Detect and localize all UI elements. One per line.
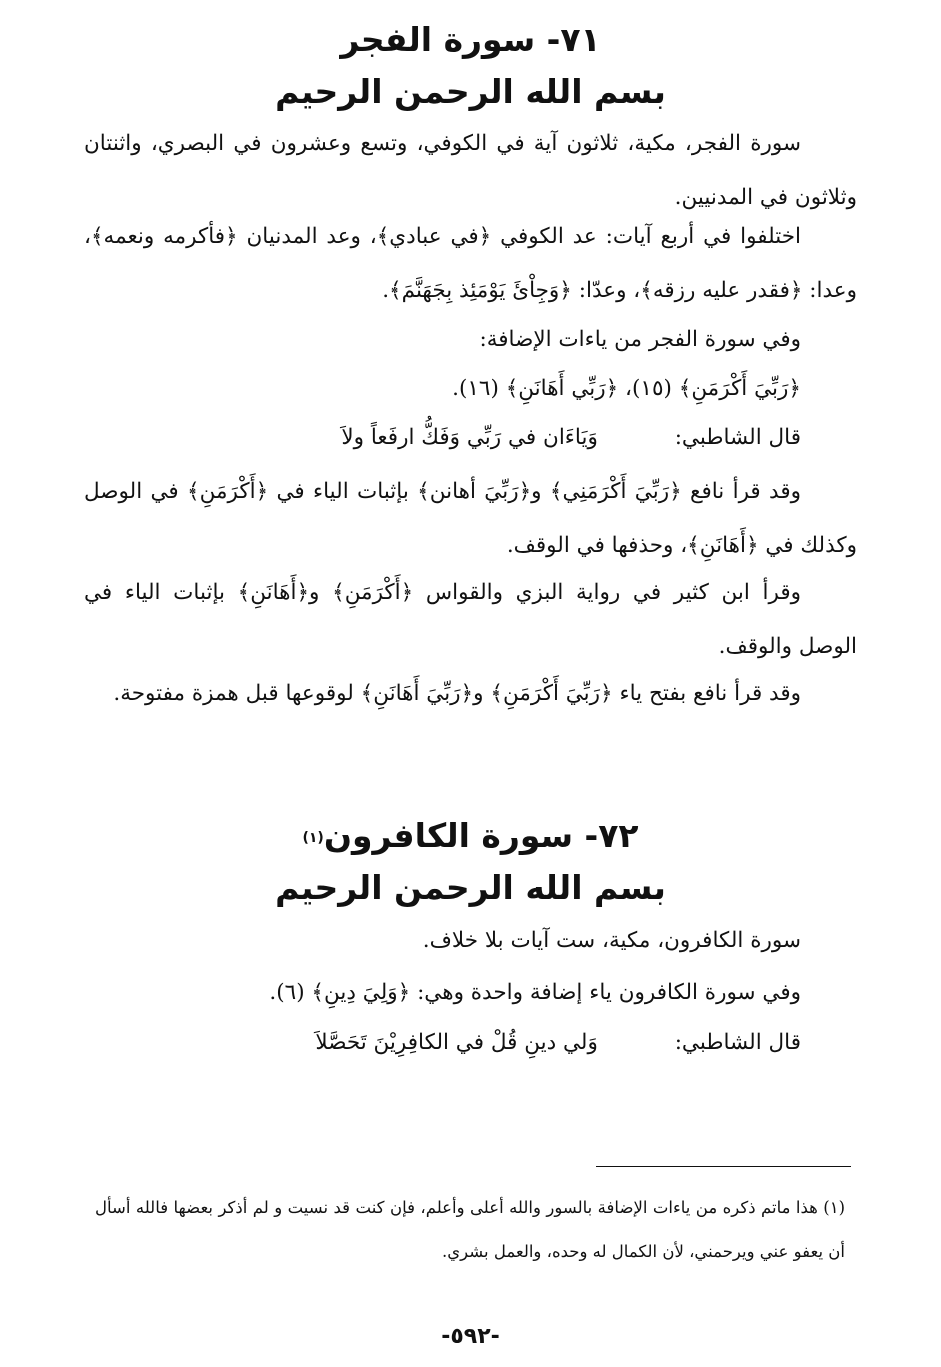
- surah-71-intro: سورة الفجر، مكية، ثلاثون آية في الكوفي، وتسع وعشرون في البصري، واثنتان وثلاثون في المدنيين.: [84, 131, 857, 210]
- footnote: (١) هذا ماتم ذكره من ياءات الإضافة بالسور والله أعلى وأعلم، فإن كنت قد نسيت و لم أذكر بعضها فالله أسأل أن يعفو عني ويرحمني، لأن الكمال له وحده، والعمل بشري.: [95, 1198, 845, 1261]
- shatibi-verse: وَلي دينِ قُلْ في الكافِرِيْنَ تَحَصَّلاَ: [315, 1030, 598, 1055]
- surah-71-ibn-kathir-reading: وقرأ ابن كثير في رواية البزي والقواس ﴿أَكْرَمَنِ﴾ و﴿أَهَانَنِ﴾ بإثبات الياء في الوصل والوقف.: [84, 580, 857, 659]
- surah-72-intro: سورة الكافرون، مكية، ست آيات بلا خلاف.: [422, 928, 801, 953]
- surah-72-shatibi-line: [121, 1016, 801, 1070]
- surah-71-verse-count-differences: اختلفوا في أربع آيات: عد الكوفي ﴿في عبادي﴾، وعد المدنيان ﴿فأكرمه ونعمه﴾، وعدا: ﴿فقدر عليه رزقه﴾، وعدّا: ﴿وَجِاْئَ يَوْمَئِذ بِجَهَنَّمَ﴾.: [84, 224, 857, 303]
- surah-72-title-text: ٧٢- سورة الكافرون: [323, 816, 639, 855]
- surah-72-basmala: بسم الله الرحمن الرحيم: [275, 868, 666, 907]
- surah-71-nafi-fatha-reading: وقد قرأ نافع بفتح ياء ﴿رَبِّيَ أَكْرَمَنِ﴾ و﴿رَبِّيَ أَهَانَنِ﴾ لوقوعها قبل همزة مفتوحة.: [113, 681, 801, 706]
- page-number: -٥٩٢-: [441, 1324, 500, 1349]
- shatibi-label: قال الشاطبي:: [674, 1030, 801, 1055]
- surah-71-nafi-reading: وقد قرأ نافع ﴿رَبِّيَ أَكْرَمَنِي﴾ و﴿رَبِّيَ أهانن﴾ بإثبات الياء في ﴿أَكْرَمَنِ﴾ في الوصل وكذلك في ﴿أَهَانَنِ﴾، وحذفها في الوقف.: [84, 479, 857, 558]
- shatibi-label: قال الشاطبي:: [674, 425, 801, 450]
- surah-71-idafa-intro: وفي سورة الفجر من ياءات الإضافة:: [479, 327, 801, 352]
- surah-71-basmala: بسم الله الرحمن الرحيم: [275, 72, 666, 111]
- surah-72-title: [0, 814, 941, 858]
- surah-71-shatibi-line: [121, 411, 801, 465]
- surah-71-title: ٧١- سورة الفجر: [340, 20, 601, 59]
- surah-72-idafa: وفي سورة الكافرون ياء إضافة واحدة وهي: ﴿وَلِيَ دِينِ﴾ (٦).: [269, 980, 801, 1005]
- surah-71-idafa-verses: ﴿رَبِّيَ أَكْرَمَنِ﴾ (١٥)، ﴿رَبِّي أَهَانَنِ﴾ (١٦).: [452, 376, 801, 401]
- footnote-marker: (١): [302, 830, 324, 846]
- footnote-separator: [596, 1166, 851, 1167]
- shatibi-verse: وَيَاءَان في رَبِّي وَفَكُّ ارفَعاً ولاَ: [341, 425, 598, 450]
